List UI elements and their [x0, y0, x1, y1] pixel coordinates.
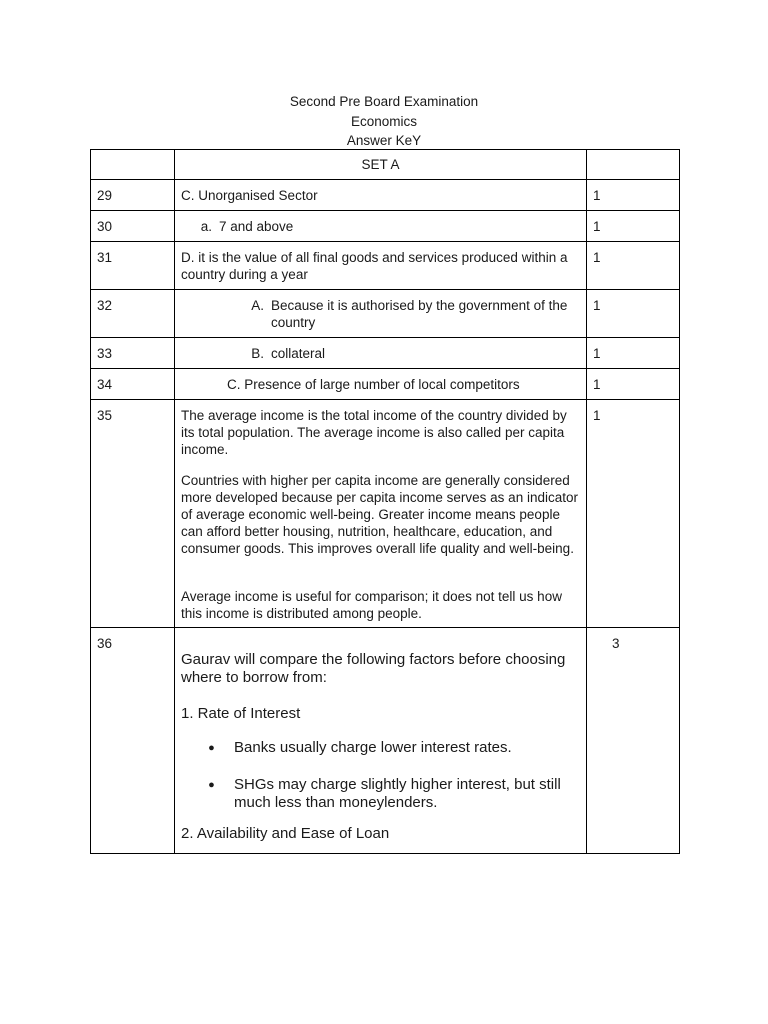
marks: 1 — [587, 290, 680, 338]
question-number: 33 — [91, 338, 175, 369]
factor-heading: 2. Availability and Ease of Loan — [181, 825, 390, 842]
table-row — [91, 338, 680, 369]
question-number: 31 — [91, 242, 175, 290]
answer-key-title: Answer KeY — [346, 133, 422, 148]
marks: 1 — [587, 180, 680, 211]
answer-cell — [175, 338, 587, 369]
answer-paragraph: The average income is the total income of the country divided by its total population. The average income is also called per capita income. — [181, 408, 567, 457]
bullet-icon: ● — [208, 779, 215, 791]
answer-option — [181, 218, 580, 235]
bullet-text: SHGs may charge slightly higher interest, but still much less than moneylenders. — [234, 776, 561, 811]
table-row — [91, 628, 680, 854]
answer-cell — [175, 211, 587, 242]
table-row — [91, 400, 680, 628]
answer-cell — [175, 400, 587, 628]
question-number: 29 — [91, 180, 175, 211]
marks: 1 — [587, 338, 680, 369]
header-empty-cell — [91, 150, 175, 180]
question-number: 35 — [91, 400, 175, 628]
answer-option — [181, 297, 580, 331]
factor-heading: 1. Rate of Interest — [181, 705, 301, 722]
list-item — [181, 739, 580, 757]
bullet-text: Banks usually charge lower interest rates. — [234, 739, 512, 756]
marks: 1 — [587, 211, 680, 242]
factor-bullets — [181, 739, 580, 812]
answer-text: C. Presence of large number of local competitors — [227, 377, 520, 392]
answer-option — [181, 345, 580, 362]
answer-intro: Gaurav will compare the following factors before choosing where to borrow from: — [181, 651, 566, 686]
document-header — [0, 92, 768, 151]
exam-title: Second Pre Board Examination — [289, 94, 479, 109]
answer-text: Because it is authorised by the government of the country — [271, 298, 568, 330]
answer-text: 7 and above — [219, 219, 294, 234]
subject-title: Economics — [350, 113, 418, 129]
question-number: 36 — [91, 628, 175, 854]
marks — [587, 628, 680, 854]
option-label: B. — [251, 346, 264, 361]
answer-paragraph: Countries with higher per capita income are generally considered more developed because per capita income serves as an indicator of average economic well-being. Greater income means people can afford better housing, nutrition, healthcare, education, and consumer goods. This improves overall life quality and well-being. — [181, 473, 578, 556]
marks-value: 3 — [612, 636, 620, 651]
answer-paragraph: Average income is useful for comparison; it does not tell us how this income is distributed among people. — [181, 589, 562, 621]
set-label: SET A — [175, 150, 587, 180]
table-row — [91, 211, 680, 242]
header-empty-cell — [587, 150, 680, 180]
answer-text: C. Unorganised Sector — [175, 180, 587, 211]
table-row — [91, 180, 680, 211]
table-row — [91, 242, 680, 290]
question-number: 32 — [91, 290, 175, 338]
question-number: 30 — [91, 211, 175, 242]
answer-text: collateral — [271, 346, 326, 361]
option-label: a. — [200, 219, 212, 234]
table-header-row — [91, 150, 680, 180]
answer-cell — [175, 628, 587, 854]
marks: 1 — [587, 242, 680, 290]
answer-text: D. it is the value of all final goods and services produced within a country during a year — [175, 242, 587, 290]
table-row — [91, 369, 680, 400]
question-number: 34 — [91, 369, 175, 400]
table-row — [91, 290, 680, 338]
list-item — [181, 776, 580, 812]
bullet-icon: ● — [208, 742, 215, 754]
marks: 1 — [587, 369, 680, 400]
answer-cell — [175, 290, 587, 338]
answer-key-table — [90, 149, 680, 854]
marks: 1 — [587, 400, 680, 628]
option-label: A. — [251, 298, 264, 313]
answer-cell — [175, 369, 587, 400]
